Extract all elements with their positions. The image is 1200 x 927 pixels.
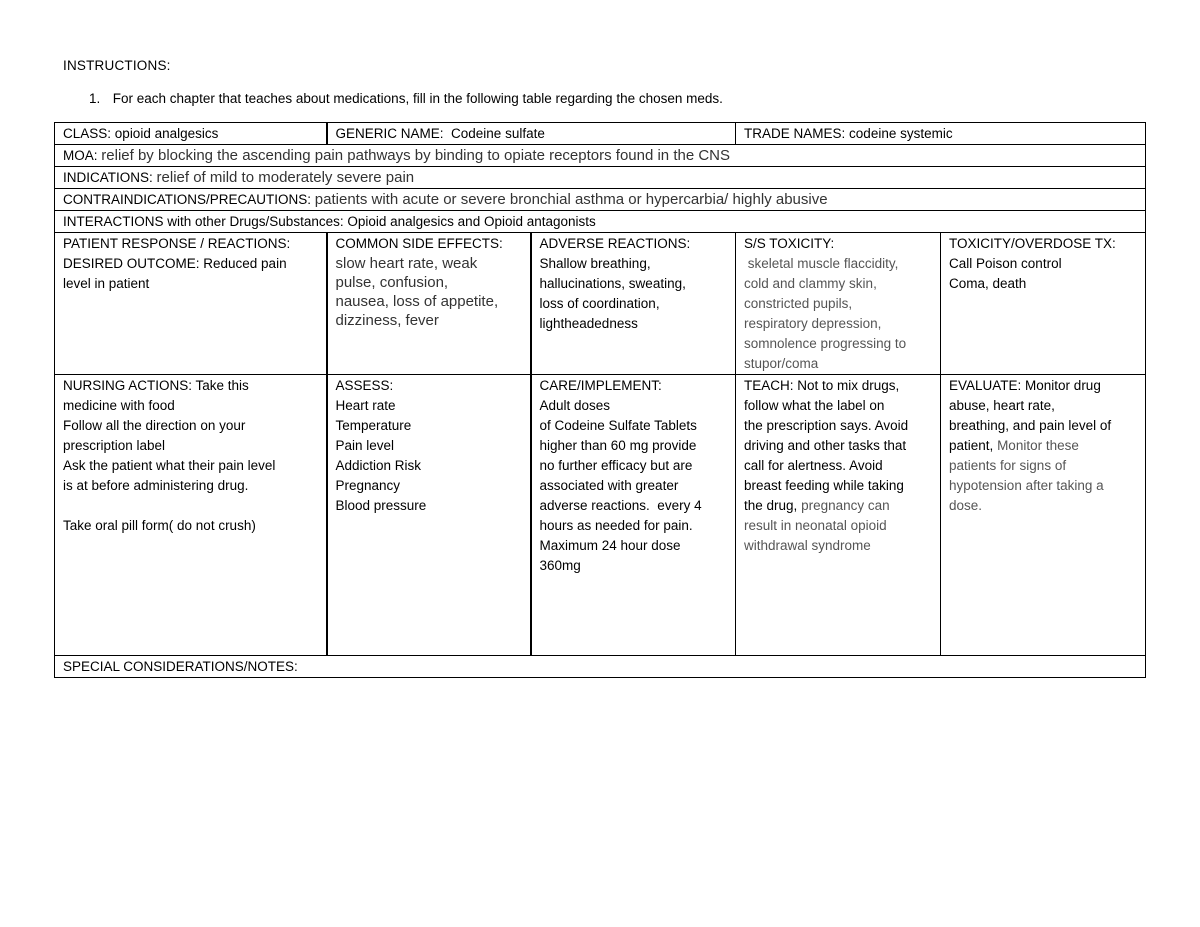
trade-value: codeine systemic [849, 126, 953, 141]
nursing-line: NURSING ACTIONS: Take this [63, 378, 249, 393]
adverse-line: Shallow breathing, [539, 256, 651, 271]
contraindications-label: CONTRAINDICATIONS/PRECAUTIONS: [63, 192, 312, 207]
interactions-value: Opioid analgesics and Opioid antagonists [347, 214, 596, 229]
cell-generic [327, 123, 736, 145]
row-interactions [55, 211, 1146, 233]
cell-trade [736, 123, 1146, 145]
care-line: of Codeine Sulfate Tablets [539, 418, 697, 433]
cell-teach [736, 375, 941, 656]
cell-care-implement [531, 375, 736, 656]
cell-nursing-actions [55, 375, 327, 656]
cell-contraindications [55, 189, 1146, 211]
care-line: associated with greater [539, 478, 679, 493]
teach-line: call for alertness. Avoid [744, 458, 883, 473]
side-effects-heading: COMMON SIDE EFFECTS: [335, 236, 503, 251]
row-indications [55, 167, 1146, 189]
nursing-line: Follow all the direction on your [63, 418, 246, 433]
overdose-line: Coma, death [949, 276, 1027, 291]
row-contraindications [55, 189, 1146, 211]
side-effect-line: pulse, confusion, [335, 274, 449, 291]
cell-assess [327, 375, 531, 656]
patient-response-line: level in patient [63, 276, 150, 291]
care-line: higher than 60 mg provide [539, 438, 697, 453]
assess-line: Addiction Risk [335, 458, 422, 473]
teach-line-gray: pregnancy can [801, 498, 890, 513]
generic-value: Codeine sulfate [451, 126, 545, 141]
toxicity-line: respiratory depression, [744, 316, 882, 331]
row-effects [55, 233, 1146, 375]
adverse-line: lightheadedness [539, 316, 638, 331]
cell-side-effects [327, 233, 531, 375]
evaluate-mixed-line [949, 436, 1137, 456]
indications-label: INDICATIONS: [63, 170, 153, 185]
toxicity-line: stupor/coma [744, 356, 819, 371]
nursing-line: prescription label [63, 438, 166, 453]
nursing-line: medicine with food [63, 398, 175, 413]
teach-line: breast feeding while taking [744, 478, 904, 493]
moa-label: MOA: [63, 148, 98, 163]
evaluate-gray-line: dose. [949, 498, 983, 513]
care-line: Maximum 24 hour dose [539, 538, 681, 553]
nursing-line: Take oral pill form( do not crush) [63, 518, 256, 533]
overdose-heading: TOXICITY/OVERDOSE TX: [949, 236, 1116, 251]
teach-line: the prescription says. Avoid [744, 418, 909, 433]
assess-line: Pain level [335, 438, 395, 453]
trade-label: TRADE NAMES: [744, 126, 846, 141]
row-nursing [55, 375, 1146, 656]
teach-mixed-line [744, 496, 932, 516]
row-class [55, 123, 1146, 145]
cell-indications [55, 167, 1146, 189]
evaluate-line: breathing, and pain level of [949, 418, 1112, 433]
side-effect-line: nausea, loss of appetite, [335, 293, 499, 310]
nursing-line: Ask the patient what their pain level [63, 458, 276, 473]
row-moa [55, 145, 1146, 167]
care-line: no further efficacy but are [539, 458, 693, 473]
teach-line-black: the drug, [744, 498, 802, 513]
item-text: For each chapter that teaches about medications, fill in the following table regarding the chosen meds. [112, 91, 723, 106]
toxicity-line: somnolence progressing to [744, 336, 907, 351]
adverse-line: loss of coordination, [539, 296, 660, 311]
cell-moa [55, 145, 1146, 167]
cell-interactions [55, 211, 1146, 233]
patient-response-line: DESIRED OUTCOME: Reduced pain [63, 256, 287, 271]
care-line: hours as needed for pain. [539, 518, 693, 533]
cell-evaluate [941, 375, 1146, 656]
toxicity-line: skeletal muscle flaccidity, [744, 256, 899, 271]
item-number: 1. [89, 91, 101, 106]
assess-line: Blood pressure [335, 498, 427, 513]
side-effect-line: slow heart rate, weak [335, 255, 478, 272]
evaluate-line: abuse, heart rate, [949, 398, 1055, 413]
adverse-line: hallucinations, sweating, [539, 276, 686, 291]
indications-value: relief of mild to moderately severe pain [156, 169, 415, 186]
contraindications-value: patients with acute or severe bronchial asthma or hypercarbia/ highly abusive [314, 191, 828, 208]
assess-line: Temperature [335, 418, 412, 433]
interactions-label: INTERACTIONS with other Drugs/Substances: [63, 214, 344, 229]
adverse-heading: ADVERSE REACTIONS: [539, 236, 691, 251]
moa-value: relief by blocking the ascending pain pathways by binding to opiate receptors found in the CNS [101, 147, 731, 164]
care-line: Adult doses [539, 398, 611, 413]
special-notes-label: SPECIAL CONSIDERATIONS/NOTES: [63, 659, 298, 674]
teach-gray-line: result in neonatal opioid [744, 518, 887, 533]
patient-response-heading: PATIENT RESPONSE / REACTIONS: [63, 236, 291, 251]
row-special [55, 656, 1146, 678]
class-label: CLASS: [63, 126, 112, 141]
cell-overdose-treatment [941, 233, 1146, 375]
generic-label: GENERIC NAME: [335, 126, 444, 141]
class-value: opioid analgesics [114, 126, 219, 141]
evaluate-line-gray: Monitor these [997, 438, 1079, 453]
assess-heading: ASSESS: [335, 378, 394, 393]
care-line: 360mg [539, 558, 581, 573]
side-effect-line: dizziness, fever [335, 312, 439, 329]
teach-line: follow what the label on [744, 398, 885, 413]
teach-line: TEACH: Not to mix drugs, [744, 378, 900, 393]
assess-line: Heart rate [335, 398, 396, 413]
nursing-blank-line [63, 496, 318, 516]
evaluate-line: EVALUATE: Monitor drug [949, 378, 1101, 393]
evaluate-gray-line: hypotension after taking a [949, 478, 1104, 493]
evaluate-gray-line: patients for signs of [949, 458, 1067, 473]
nursing-line: is at before administering drug. [63, 478, 249, 493]
cell-class [55, 123, 327, 145]
toxicity-line: cold and clammy skin, [744, 276, 877, 291]
toxicity-line: constricted pupils, [744, 296, 853, 311]
medication-table [54, 122, 1146, 678]
care-heading: CARE/IMPLEMENT: [539, 378, 662, 393]
toxicity-heading: S/S TOXICITY: [744, 236, 835, 251]
cell-patient-response [55, 233, 327, 375]
cell-toxicity-signs [736, 233, 941, 375]
instruction-item [89, 91, 723, 106]
cell-special-notes [55, 656, 1146, 678]
instructions-heading: INSTRUCTIONS: [63, 58, 171, 73]
assess-line: Pregnancy [335, 478, 401, 493]
care-line: adverse reactions. every 4 [539, 498, 702, 513]
evaluate-line-black: patient, [949, 438, 998, 453]
teach-gray-line: withdrawal syndrome [744, 538, 871, 553]
cell-adverse-reactions [531, 233, 736, 375]
teach-line: driving and other tasks that [744, 438, 907, 453]
overdose-line: Call Poison control [949, 256, 1062, 271]
